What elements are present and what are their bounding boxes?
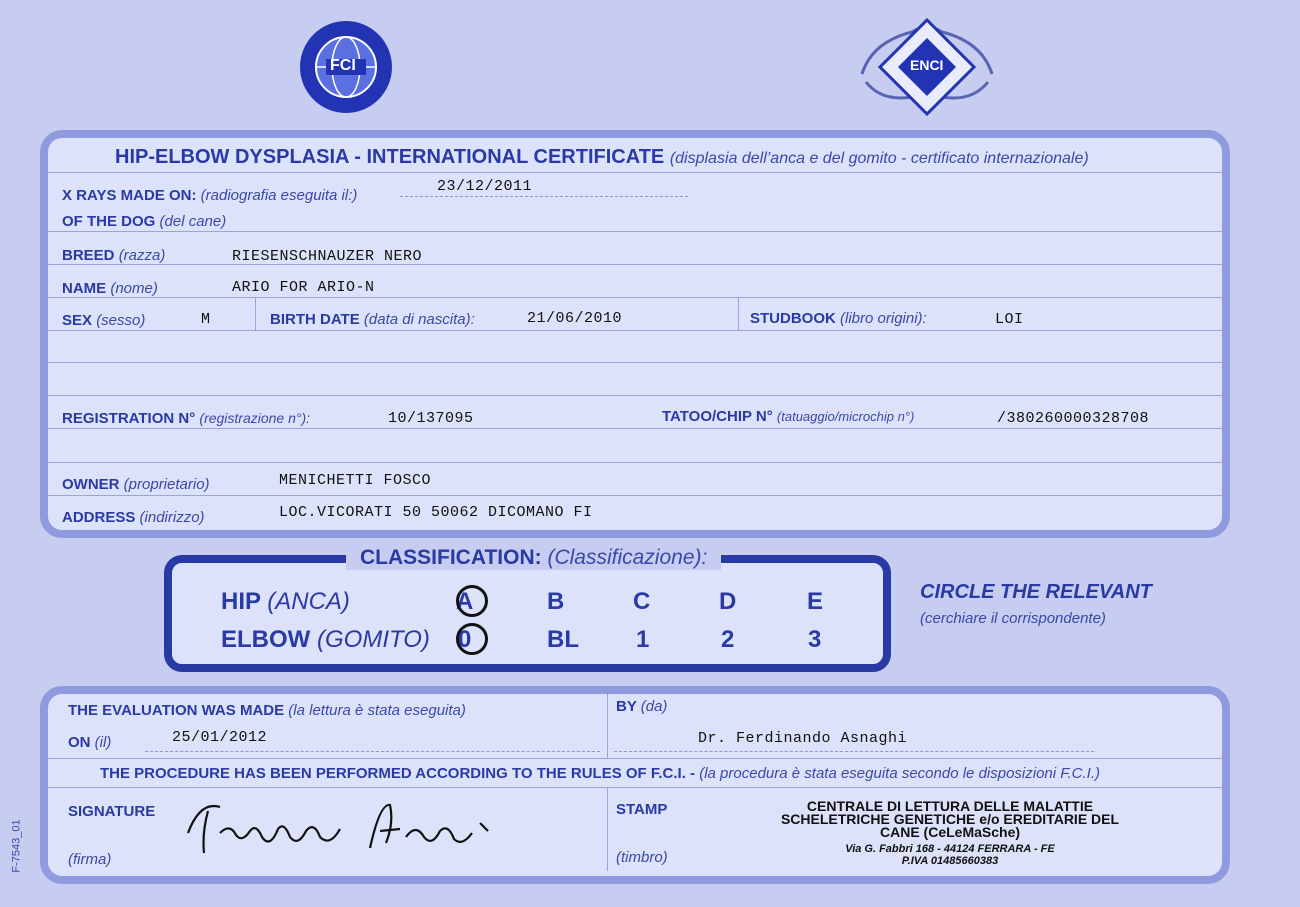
signature-label: SIGNATURE	[68, 803, 156, 820]
fci-logo	[296, 19, 396, 115]
sex-label: SEX (sesso)	[62, 312, 146, 329]
circle-note	[920, 581, 1152, 627]
hip-grade-e[interactable]: E	[807, 588, 824, 615]
breed-value: RIESENSCHNAUZER NERO	[232, 248, 423, 265]
form-code: F-7543_01	[10, 819, 23, 873]
stamp-label: STAMP	[616, 801, 668, 818]
elbow-grade-2[interactable]: 2	[721, 626, 735, 653]
elbow-grade-circle	[456, 623, 488, 655]
certificate-title: HIP-ELBOW DYSPLASIA - INTERNATIONAL CERTIFICATE (displasia dell’anca e del gomito - certificato internazionale)	[115, 146, 1089, 168]
birth-date-label: BIRTH DATE (data di nascita):	[270, 311, 475, 328]
registration-value: 10/137095	[388, 410, 474, 427]
elbow-grade-bl[interactable]: BL	[547, 626, 579, 653]
evaluator-value: Dr. Ferdinando Asnaghi	[698, 730, 908, 747]
evaluation-date-value: 25/01/2012	[172, 729, 268, 746]
stamp-line-3: CANE (CeLeMaSche)	[879, 824, 1021, 840]
procedure-text: THE PROCEDURE HAS BEEN PERFORMED ACCORDING TO THE RULES OF F.C.I. - (la procedura è stata eseguita secondo le disposizioni F.C.I.)	[100, 765, 1100, 782]
elbow-label: ELBOW (GOMITO)	[221, 626, 430, 653]
address-value: LOC.VICORATI 50 50062 DICOMANO FI	[279, 504, 593, 521]
hip-grade-c[interactable]: C	[633, 588, 651, 615]
hip-grade-circle	[456, 585, 488, 617]
sex-value: M	[201, 311, 211, 328]
enci-logo	[852, 12, 1002, 116]
chip-label: TATOO/CHIP N° (tatuaggio/microchip n°)	[662, 408, 915, 425]
stamp-address-1: Via G. Fabbri 168 - 44124 FERRARA - FE	[845, 843, 1055, 855]
chip-value: /380260000328708	[997, 410, 1150, 427]
elbow-grade-0[interactable]: 0	[458, 626, 472, 653]
hip-grade-d[interactable]: D	[719, 588, 737, 615]
stamp-line-2: SCHELETRICHE GENETICHE e/o EREDITARIE DEL	[780, 811, 1120, 827]
handwritten-signature	[180, 793, 500, 863]
institution-stamp	[735, 800, 1165, 867]
stamp-line-1: CENTRALE DI LETTURA DELLE MALATTIE	[806, 798, 1094, 814]
by-label: BY (da)	[616, 698, 668, 715]
circle-note-it: (cerchiare il corrispondente)	[920, 610, 1106, 627]
xrays-label: X RAYS MADE ON: (radiografia eseguita il:)	[62, 187, 358, 204]
name-value: ARIO FOR ARIO-N	[232, 279, 375, 296]
hip-grade-a[interactable]: A	[456, 588, 474, 615]
evaluation-label: THE EVALUATION WAS MADE (la lettura è stata eseguita)	[68, 702, 466, 719]
owner-value: MENICHETTI FOSCO	[279, 472, 432, 489]
of-the-dog-label: OF THE DOG (del cane)	[62, 213, 227, 230]
signature-label-it: (firma)	[68, 851, 112, 868]
enci-logo-text: ENCI	[910, 57, 944, 73]
breed-label: BREED (razza)	[62, 247, 166, 264]
stamp-label-it: (timbro)	[616, 849, 668, 866]
xrays-date-value: 23/12/2011	[437, 178, 533, 195]
fci-logo-text: FCI	[330, 57, 356, 74]
elbow-grade-1[interactable]: 1	[636, 626, 650, 653]
circle-note-title: CIRCLE THE RELEVANT	[920, 581, 1152, 603]
registration-label: REGISTRATION N° (registrazione n°):	[62, 410, 311, 427]
stamp-address-2: P.IVA 01485660383	[901, 855, 999, 867]
classification-title: CLASSIFICATION: (Classificazione):	[346, 546, 721, 570]
hip-label: HIP (ANCA)	[221, 588, 350, 615]
address-label: ADDRESS (indirizzo)	[62, 509, 205, 526]
studbook-label: STUDBOOK (libro origini):	[750, 310, 927, 327]
studbook-value: LOI	[995, 311, 1024, 328]
owner-label: OWNER (proprietario)	[62, 476, 210, 493]
elbow-grade-3[interactable]: 3	[808, 626, 822, 653]
birth-date-value: 21/06/2010	[527, 310, 623, 327]
hip-grade-b[interactable]: B	[547, 588, 565, 615]
on-label: ON (il)	[68, 734, 112, 751]
name-label: NAME (nome)	[62, 280, 158, 297]
